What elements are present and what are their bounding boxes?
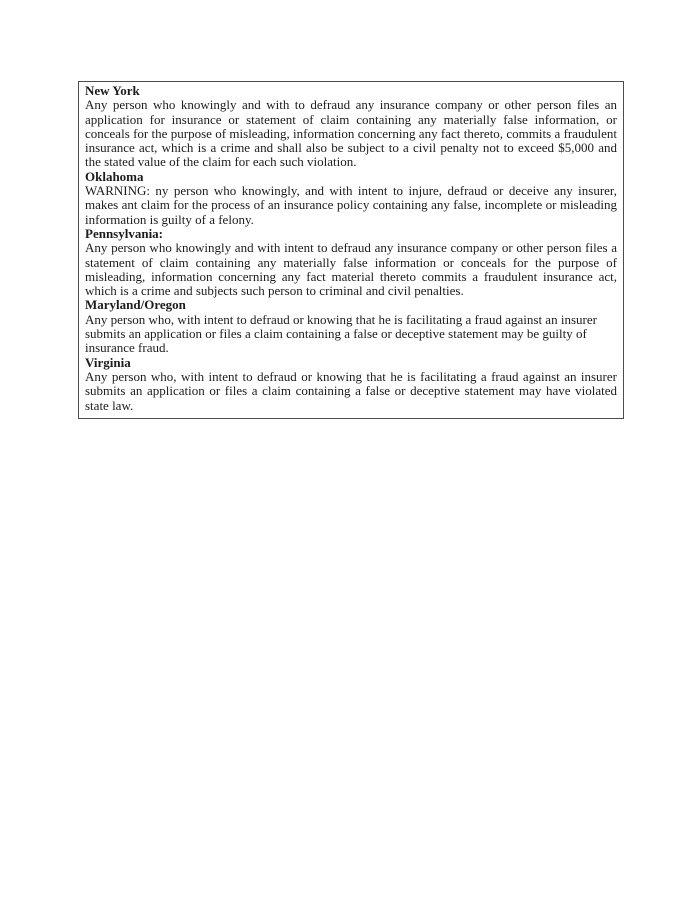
section-maryland-oregon bbox=[85, 298, 617, 355]
section-heading-maryland-oregon: Maryland/Oregon bbox=[85, 297, 186, 313]
section-virginia bbox=[85, 356, 617, 413]
section-body-virginia: Any person who, with intent to defraud or knowing that he is facilitating a fraud against an insurer submits an application or files a claim containing a false or deceptive statement may have violated state law. bbox=[85, 368, 617, 413]
section-body-maryland-oregon: Any person who, with intent to defraud or knowing that he is facilitating a fraud against an insurer submits an application or files a claim containing a false or deceptive statement may be guilty of insurance fraud. bbox=[85, 311, 597, 356]
section-heading-virginia: Virginia bbox=[85, 354, 131, 370]
section-pennsylvania bbox=[85, 227, 617, 298]
section-body-oklahoma: WARNING: ny person who knowingly, and with intent to injure, defraud or deceive any insurer, makes ant claim for the process of an insurance policy containing any false, incomplete or misleading information is guilty of a felony. bbox=[85, 183, 617, 227]
section-body-new-york: Any person who knowingly and with to defraud any insurance company or other person files an application for insurance or statement of claim containing any materially false information, or conceals for the purpose of misleading, information concerning any fact thereto, commits a fraudulent insurance act, which is a crime and shall also be subject to a civil penalty not to exceed $5,000 and the stated value of the claim for each such violation. bbox=[85, 97, 617, 170]
section-oklahoma bbox=[85, 170, 617, 227]
section-heading-new-york: New York bbox=[85, 83, 140, 98]
section-body-pennsylvania: Any person who knowingly and with intent to defraud any insurance company or other person files a statement of claim containing any materially false information or conceals for the purpose of misleading, information concerning any fact material thereto commits a fraudulent insurance act, which is a crime and subjects such person to criminal and civil penalties. bbox=[85, 240, 617, 299]
fraud-notice-box bbox=[78, 81, 624, 419]
section-heading-oklahoma: Oklahoma bbox=[85, 168, 144, 184]
section-new-york bbox=[85, 84, 617, 170]
section-heading-pennsylvania: Pennsylvania: bbox=[85, 225, 164, 241]
